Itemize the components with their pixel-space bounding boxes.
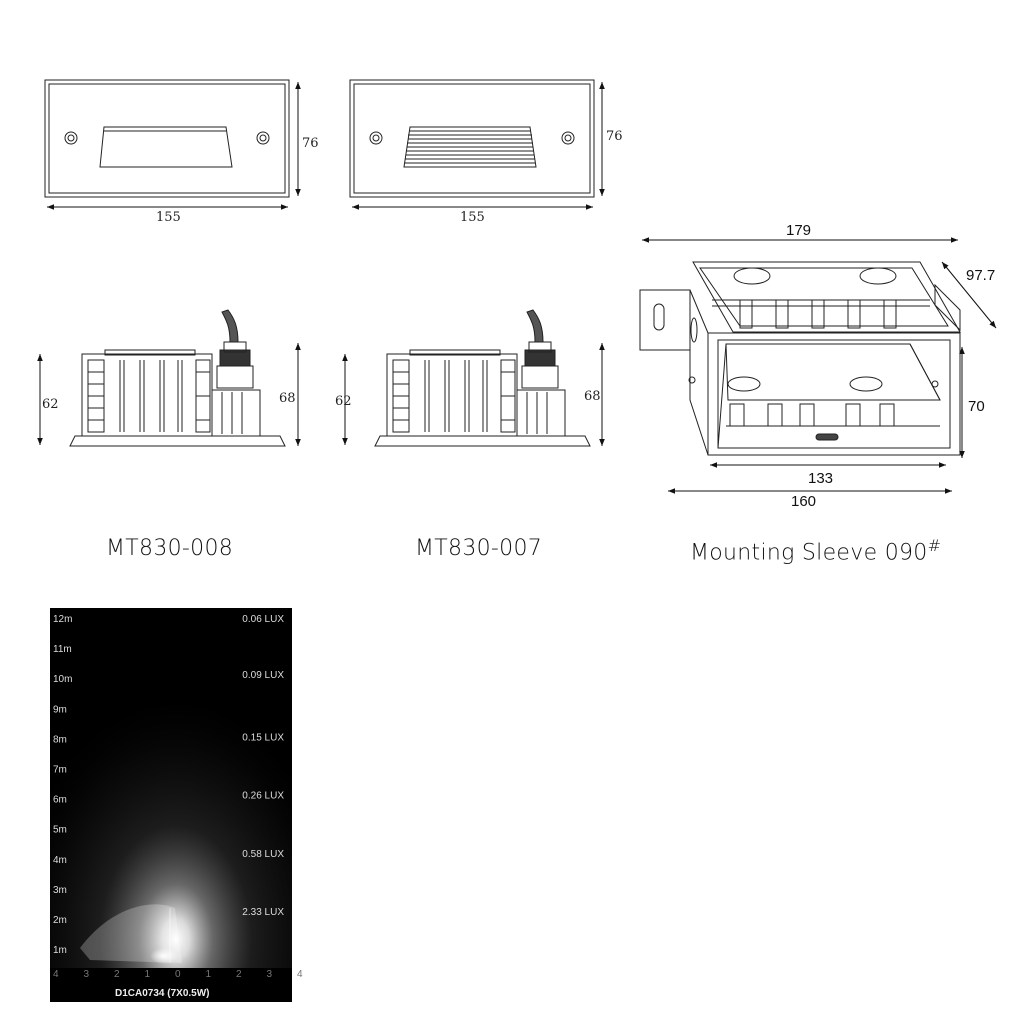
side-view-a-left-dim [40,354,59,445]
lux-value-label: 0.09 LUX [242,670,284,682]
caption-mt830-007 [415,536,542,561]
height-label: 76 [606,129,623,144]
front-view-mt830-008 [45,80,289,197]
lux-value-label: 0.15 LUX [242,732,284,744]
front-view-a-width-dim [47,207,288,225]
side-view-a [70,310,285,446]
sleeve-top-dim [642,222,958,240]
height-label: 76 [302,136,319,151]
caption-mt830-008 [106,536,233,561]
front-view-mt830-007 [350,80,594,197]
lux-value-label: 0.26 LUX [242,790,284,802]
x-axis-label: 0 [175,969,181,980]
distance-label: 11m [53,644,72,656]
right-height-label: 68 [584,389,601,404]
distance-label: 5m [53,824,67,836]
caption-text: MT830-008 [106,536,234,561]
left-height-label: 62 [42,397,59,412]
side-view-b-left-dim [335,354,352,445]
front-view-b-width-dim [352,207,593,225]
sleeve-depth-dim [942,262,996,328]
x-axis-label: 2 [236,969,242,980]
louver-lines [405,131,535,163]
left-height-label: 62 [335,394,352,409]
x-axis-label: 3 [266,969,273,980]
x-axis-label: 3 [83,969,90,980]
width-label: 155 [156,210,181,225]
width-label: 155 [460,210,485,225]
caption-mounting-sleeve [690,536,941,565]
lux-distribution-graphic [50,608,303,1002]
distance-label: 8m [53,734,67,746]
distance-label: 6m [53,794,67,806]
distance-label: 10m [53,674,73,686]
height-label: 70 [968,398,985,415]
distance-label: 1m [53,945,67,957]
caption-text: Mounting Sleeve 090 [690,540,928,566]
outer-width-label: 160 [791,493,817,510]
front-view-a-height-dim [298,82,319,196]
side-view-b [375,310,590,446]
sleeve-outer-dim [668,491,952,510]
x-axis-label: 4 [53,969,59,980]
mounting-sleeve-drawing [640,262,960,455]
lux-value-label: 0.58 LUX [242,848,284,860]
front-view-b-height-dim [602,82,623,196]
distance-label: 2m [53,915,67,926]
sleeve-inner-dim [710,465,946,487]
x-axis-label: 1 [205,969,212,980]
x-axis-label: 4 [297,969,303,980]
right-height-label: 68 [279,391,296,406]
lux-value-label: 0.06 LUX [242,614,284,625]
side-view-a-right-dim [279,343,298,446]
caption-text: MT830-007 [415,536,543,561]
distance-label: 9m [53,704,67,716]
sleeve-height-dim [962,347,985,458]
distance-label: 7m [53,764,67,776]
distance-label: 12m [53,614,73,625]
top-width-label: 179 [786,222,812,239]
lux-distribution-panel [50,608,303,1002]
distance-label: 4m [53,854,67,866]
lux-value-label: 2.33 LUX [242,907,284,918]
x-axis-label: 2 [114,969,120,980]
side-view-b-right-dim [584,343,602,446]
caption-suffix: # [927,536,942,555]
inner-width-label: 133 [808,470,834,487]
x-axis-label: 1 [144,969,151,980]
depth-label: 97.7 [966,267,996,284]
lux-chart-title: D1CA0734 (7X0.5W) [115,988,210,999]
distance-label: 3m [53,884,67,896]
